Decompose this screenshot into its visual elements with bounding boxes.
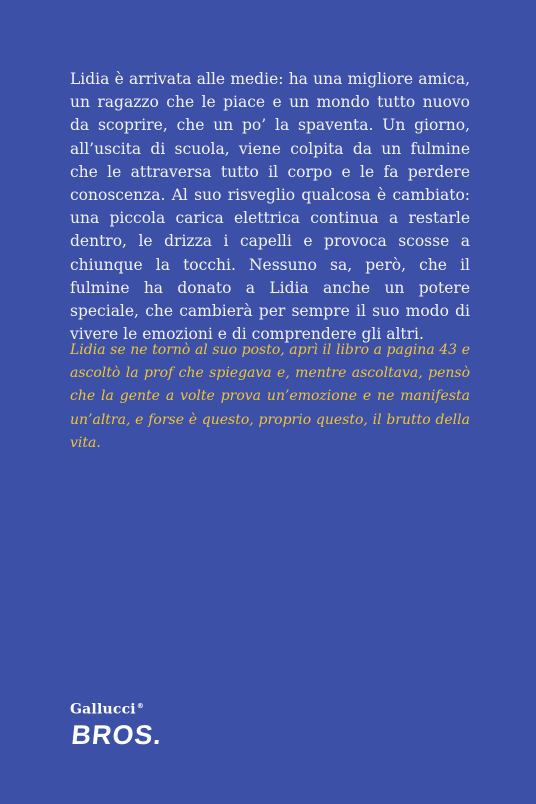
synopsis-text: Lidia è arrivata alle medie: ha una migliore amica, un ragazzo che le piace e un mondo tutto nuovo da scoprire, che un po’ la spaventa. Un giorno, all’uscita di scuola, viene colpita da un fulmine che le attraversa tutto il corpo e le fa perdere conoscenza. Al suo risveglio qualcosa è cambiato: una piccola carica elettrica continua a restarle dentro, le drizza i capelli e provoca scosse a chiunque la tocchi. Nessuno sa, però, che il fulmine ha donato a Lidia anche un potere speciale, che cambierà per sempre il suo modo di vivere le emozioni e di comprendere gli altri. bbox=[70, 70, 470, 344]
registered-mark: ® bbox=[136, 702, 145, 710]
imprint-name: BROS. bbox=[70, 719, 164, 750]
publisher-name-line bbox=[70, 698, 190, 718]
publisher-logo bbox=[70, 698, 190, 768]
excerpt-quote: Lidia se ne tornò al suo posto, aprì il libro a pagina 43 e ascoltò la prof che spiegava e, mentre ascoltava, pensò che la gente a volte prova un’emozione e ne manifesta un’altra, e forse è questo, proprio questo, il brutto della vita. bbox=[70, 342, 470, 451]
publisher-name: Gallucci bbox=[70, 701, 136, 718]
